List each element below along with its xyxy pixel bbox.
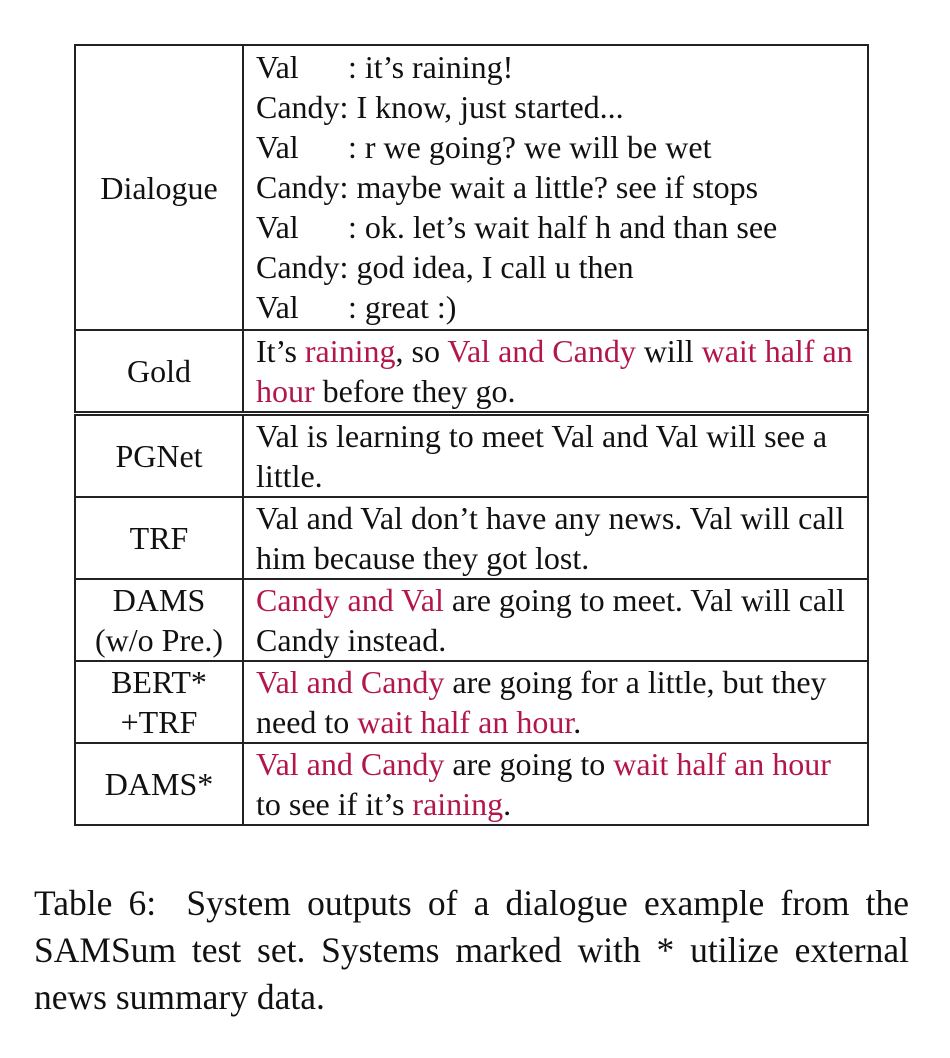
dialogue-line	[256, 127, 859, 167]
system-output	[243, 743, 868, 825]
highlighted-span: Val and Candy	[256, 664, 445, 700]
system-label	[75, 497, 243, 579]
speaker-name: Val	[256, 289, 299, 325]
highlighted-span: Val and Candy	[256, 746, 445, 782]
caption-label: Table 6:	[34, 883, 157, 923]
gold-label: Gold	[75, 330, 243, 412]
utterance: : maybe wait a little? see if stops	[339, 169, 759, 205]
text-span: will	[635, 333, 702, 369]
text-span: , so	[395, 333, 448, 369]
dialogue-row	[75, 45, 868, 330]
system-row	[75, 579, 868, 661]
highlighted-span: wait half an hour	[256, 333, 853, 409]
speaker-name: Candy	[256, 89, 340, 125]
caption-text: System outputs of a dialogue example from the SAMSum test set. Systems marked with * utilize external news summary data.	[34, 883, 910, 1017]
highlighted-span: raining	[412, 786, 504, 822]
utterance: : ok. let’s wait half h and than see	[348, 209, 778, 245]
highlighted-span: raining	[304, 333, 396, 369]
speaker-name: Val	[256, 209, 299, 245]
highlighted-span: Candy and Val	[256, 582, 444, 618]
system-label	[75, 579, 243, 661]
text-span: Val is learning to meet Val and Val will see a little.	[256, 418, 828, 494]
system-label	[75, 661, 243, 743]
utterance: : great :)	[348, 289, 457, 325]
table-caption	[34, 880, 909, 1021]
speaker-name: Val	[256, 49, 299, 85]
system-output	[243, 579, 868, 661]
text-span: Val and Val don’t have any news. Val will call him because they got lost.	[256, 500, 845, 576]
dialogue-line	[256, 167, 859, 207]
system-row	[75, 661, 868, 743]
utterance: : it’s raining!	[348, 49, 514, 85]
speaker-name: Val	[256, 129, 299, 165]
system-outputs-table	[74, 414, 869, 826]
speaker-name: Candy	[256, 169, 340, 205]
dialogue-gold-table	[74, 44, 869, 413]
highlighted-span: Val and Candy	[447, 333, 636, 369]
system-label-line: BERT*	[111, 664, 207, 700]
utterance: : I know, just started...	[339, 89, 624, 125]
highlighted-span: wait half an hour	[357, 704, 574, 740]
system-label	[75, 415, 243, 497]
utterance: : god idea, I call u then	[339, 249, 634, 285]
system-row	[75, 415, 868, 497]
system-label-line: TRF	[129, 520, 189, 556]
highlighted-span: wait half an hour	[613, 746, 831, 782]
text-span: to see if it’s	[256, 786, 413, 822]
system-label-line: DAMS*	[104, 766, 214, 802]
text-span: .	[573, 704, 582, 740]
text-span: .	[503, 786, 512, 822]
dialogue-line	[256, 287, 859, 327]
speaker-name: Candy	[256, 249, 340, 285]
text-span: are going to meet. Val will call Candy instead.	[256, 582, 845, 658]
system-label	[75, 743, 243, 825]
system-label-line: PGNet	[115, 438, 203, 474]
system-label-line: DAMS	[112, 582, 206, 618]
dialogue-line	[256, 207, 859, 247]
text-span: before they go.	[314, 373, 516, 409]
text-span: are going for a little, but they need to	[256, 664, 827, 740]
dialogue-line	[256, 87, 859, 127]
dialogue-line	[256, 247, 859, 287]
dialogue-label: Dialogue	[75, 45, 243, 330]
system-output	[243, 661, 868, 743]
system-row	[75, 743, 868, 825]
gold-row	[75, 330, 868, 412]
text-span: are going to	[444, 746, 614, 782]
dialogue-lines	[243, 45, 868, 330]
system-label-line: +TRF	[120, 704, 198, 740]
system-row	[75, 497, 868, 579]
utterance: : r we going? we will be wet	[348, 129, 712, 165]
system-output	[243, 415, 868, 497]
dialogue-line	[256, 47, 859, 87]
system-label-line: (w/o Pre.)	[95, 622, 223, 658]
system-output	[243, 497, 868, 579]
text-span: It’s	[256, 333, 305, 369]
gold-summary	[243, 330, 868, 412]
